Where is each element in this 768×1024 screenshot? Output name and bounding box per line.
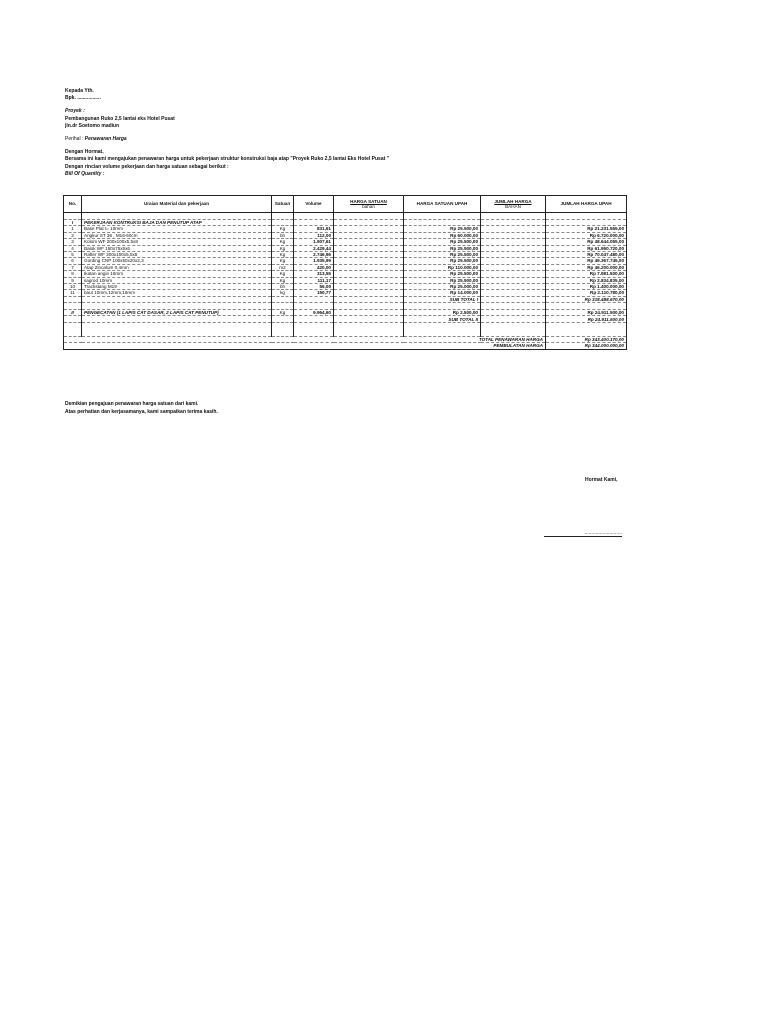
row-labor-total: Rp 49.367.745,00 (546, 258, 627, 264)
row-volume: 1.935,99 (294, 258, 334, 264)
project-label: Proyek : (65, 108, 85, 115)
row-item: Kolom WF 200x100x5,5x8 (82, 239, 272, 245)
row-labor-total: Rp 2.834.835,00 (546, 277, 627, 283)
row-item: Angkur ST 36 , M16-50cm (82, 232, 272, 238)
section-2-labor-price: Rp 2.500,00 (404, 310, 481, 316)
row-volume: 2.746,96 (294, 251, 334, 257)
row-labor-price: Rp 25.000,00 (404, 283, 481, 289)
subtotal-1-label: SUB TOTAL I (404, 296, 481, 302)
row-volume: 2.429,44 (294, 245, 334, 251)
subtotal-1-value: Rp 318.488.670,00 (546, 296, 627, 302)
row-labor-price: Rp 25.500,00 (404, 239, 481, 245)
project-address: jln.dr Soetomo madiun (65, 122, 120, 129)
subtotal-2-label: SUB TOTAL II (404, 316, 481, 322)
project-name: Pembangunan Ruko 2,5 lantai eks Hotel Pusat (65, 115, 175, 122)
row-number: 1 (64, 226, 82, 232)
col-item: Uraian Material dan pekerjaan (82, 196, 272, 213)
row-unit: Kg (272, 271, 294, 277)
row-volume: 1.907,61 (294, 239, 334, 245)
closing-line-2: Atas perhatian dan kerjasamanya, kami sampaikan terima kasih. (65, 408, 218, 415)
subject-prefix: Perihal : (65, 136, 85, 143)
row-unit: bh (272, 232, 294, 238)
rounded-total-label: PEMBULATAN HARGA (64, 343, 546, 349)
row-labor-price: Rp 60.000,00 (404, 232, 481, 238)
col-unit: Satuan (272, 196, 294, 213)
letter-closing (65, 401, 218, 416)
item-rows (64, 226, 627, 296)
spacer-row (64, 303, 627, 310)
row-unit: Kg (272, 245, 294, 251)
row-item: Gording CNP 100x50x20x2,3 (82, 258, 272, 264)
subject-value: Penawaran Harga (84, 136, 127, 143)
col-material-total-line2: BAHAN (505, 204, 521, 209)
row-item: Ikatan angin 16mm (82, 271, 272, 277)
row-labor-total: Rp 6.720.000,00 (546, 232, 627, 238)
signature-line: ........................... (544, 530, 622, 537)
row-labor-total: Rp 48.644.055,00 (546, 239, 627, 245)
row-number: 7 (64, 264, 82, 270)
row-volume: 111,17 (294, 277, 334, 283)
row-number: 10 (64, 283, 82, 289)
row-unit: Kg (272, 226, 294, 232)
closing-line-1: Demikian pengajuan penawaran harga satuan dari kami. (65, 401, 199, 407)
col-labor-total: JUMLAH HARGA UPAH (546, 196, 627, 213)
grand-total-value: Rp 343.400.170,00 (546, 336, 627, 342)
row-item: baut 10mm,12mm,16mm (82, 290, 272, 296)
recipient-line: Kepada Yth. (65, 88, 94, 94)
recipient-name: Bpk. ................. (65, 95, 101, 102)
section-1-number: I (64, 220, 82, 226)
row-labor-total: Rp 46.200.000,00 (546, 264, 627, 270)
boq-label: Bill Of Quantity : (65, 170, 105, 177)
row-labor-price: Rp 14.000,00 (404, 290, 481, 296)
letter-header (65, 88, 389, 178)
row-labor-total: Rp 2.110.780,00 (546, 290, 627, 296)
row-unit: Kg (272, 239, 294, 245)
section-2-unit: Kg (272, 310, 294, 316)
regards-text: Hormat Kami, (585, 477, 618, 483)
rounded-total-row (64, 343, 627, 349)
intro-text: Bersama ini kami mengajukan penawaran harga untuk pekerjaan struktur konstruksi baja atap "Proyek Ruko 2,5 lantai Eks Hotel Pusat " (65, 156, 390, 163)
row-volume: 420,00 (294, 264, 334, 270)
row-number: 9 (64, 277, 82, 283)
row-labor-total: Rp 21.231.555,00 (546, 226, 627, 232)
row-unit: kg (272, 290, 294, 296)
spacer-row (64, 322, 627, 336)
spacer-row (64, 213, 627, 220)
col-volume: Volume (294, 196, 334, 213)
row-item: Base Plat t= 10mm (82, 226, 272, 232)
row-unit: Kg (272, 258, 294, 264)
row-labor-total: Rp 70.047.480,00 (546, 251, 627, 257)
row-labor-price: Rp 25.500,00 (404, 271, 481, 277)
row-item: Balok WF 150x75x5x6 (82, 245, 272, 251)
row-labor-price: Rp 25.500,00 (404, 258, 481, 264)
row-labor-price: Rp 110.000,00 (404, 264, 481, 270)
rounded-total-value: Rp 344.000.000,00 (546, 343, 627, 349)
row-number: 6 (64, 258, 82, 264)
grand-total-label: TOTAL PENAWARAN HARGA (64, 336, 546, 342)
row-labor-total: Rp 7.981.500,00 (546, 271, 627, 277)
row-number: 11 (64, 290, 82, 296)
row-number: 5 (64, 251, 82, 257)
section-2-number: II (64, 310, 82, 316)
row-volume: 150,77 (294, 290, 334, 296)
col-material-total-line1: JUMLAH HARGA (494, 198, 532, 204)
row-item: Rafter WF 200x100x5,5x8 (82, 251, 272, 257)
section-2-volume: 9.964,60 (294, 310, 334, 316)
row-labor-total: Rp 61.950.720,00 (546, 245, 627, 251)
col-material-price-line2: bahan (362, 204, 375, 209)
row-labor-price: Rp 25.500,00 (404, 251, 481, 257)
intro-text-2: Dengan rincian volume pekerjaan dan harga satuan sebagai berikut : (65, 163, 229, 170)
col-material-total (481, 196, 546, 213)
col-no: No. (64, 196, 82, 213)
col-material-price (334, 196, 404, 213)
row-number: 2 (64, 232, 82, 238)
row-number: 3 (64, 239, 82, 245)
row-unit: bh (272, 283, 294, 289)
row-labor-price: Rp 25.500,00 (404, 226, 481, 232)
row-number: 8 (64, 271, 82, 277)
section-2-labor-total: Rp 24.911.500,00 (546, 310, 627, 316)
col-labor-price: HARGA SATUAN UPAH (404, 196, 481, 213)
row-volume: 313,55 (294, 271, 334, 277)
row-volume: 112,00 (294, 232, 334, 238)
row-labor-price: Rp 25.500,00 (404, 277, 481, 283)
col-material-price-line1: HARGA SATUAN (350, 198, 387, 204)
row-item: sagrod 10mm (82, 277, 272, 283)
table-header-row (64, 196, 627, 213)
subject-line (65, 136, 389, 143)
bill-of-quantity-table (63, 195, 627, 350)
row-item: Atap Zincalum 0,4mm (82, 264, 272, 270)
row-item: Trackstang M19 (82, 283, 272, 289)
subtotal-2-value: Rp 24.911.500,00 (546, 316, 627, 322)
row-number: 4 (64, 245, 82, 251)
row-unit: m2 (272, 264, 294, 270)
row-labor-price: Rp 25.500,00 (404, 245, 481, 251)
greeting: Dengan Hormat, (65, 149, 104, 156)
row-unit: Kg (272, 277, 294, 283)
row-volume: 56,00 (294, 283, 334, 289)
row-volume: 831,61 (294, 226, 334, 232)
section-2-title: PENGECATAN (1 LAPIS CAT DASAR, 2 LAPIS CAT PENUTUP) (82, 310, 272, 316)
row-labor-total: Rp 1.400.000,00 (546, 283, 627, 289)
section-1-title: PEKERJAAN KONTRUKSI BAJA DAN PENUTUP ATAP (82, 220, 272, 226)
row-unit: Kg (272, 251, 294, 257)
